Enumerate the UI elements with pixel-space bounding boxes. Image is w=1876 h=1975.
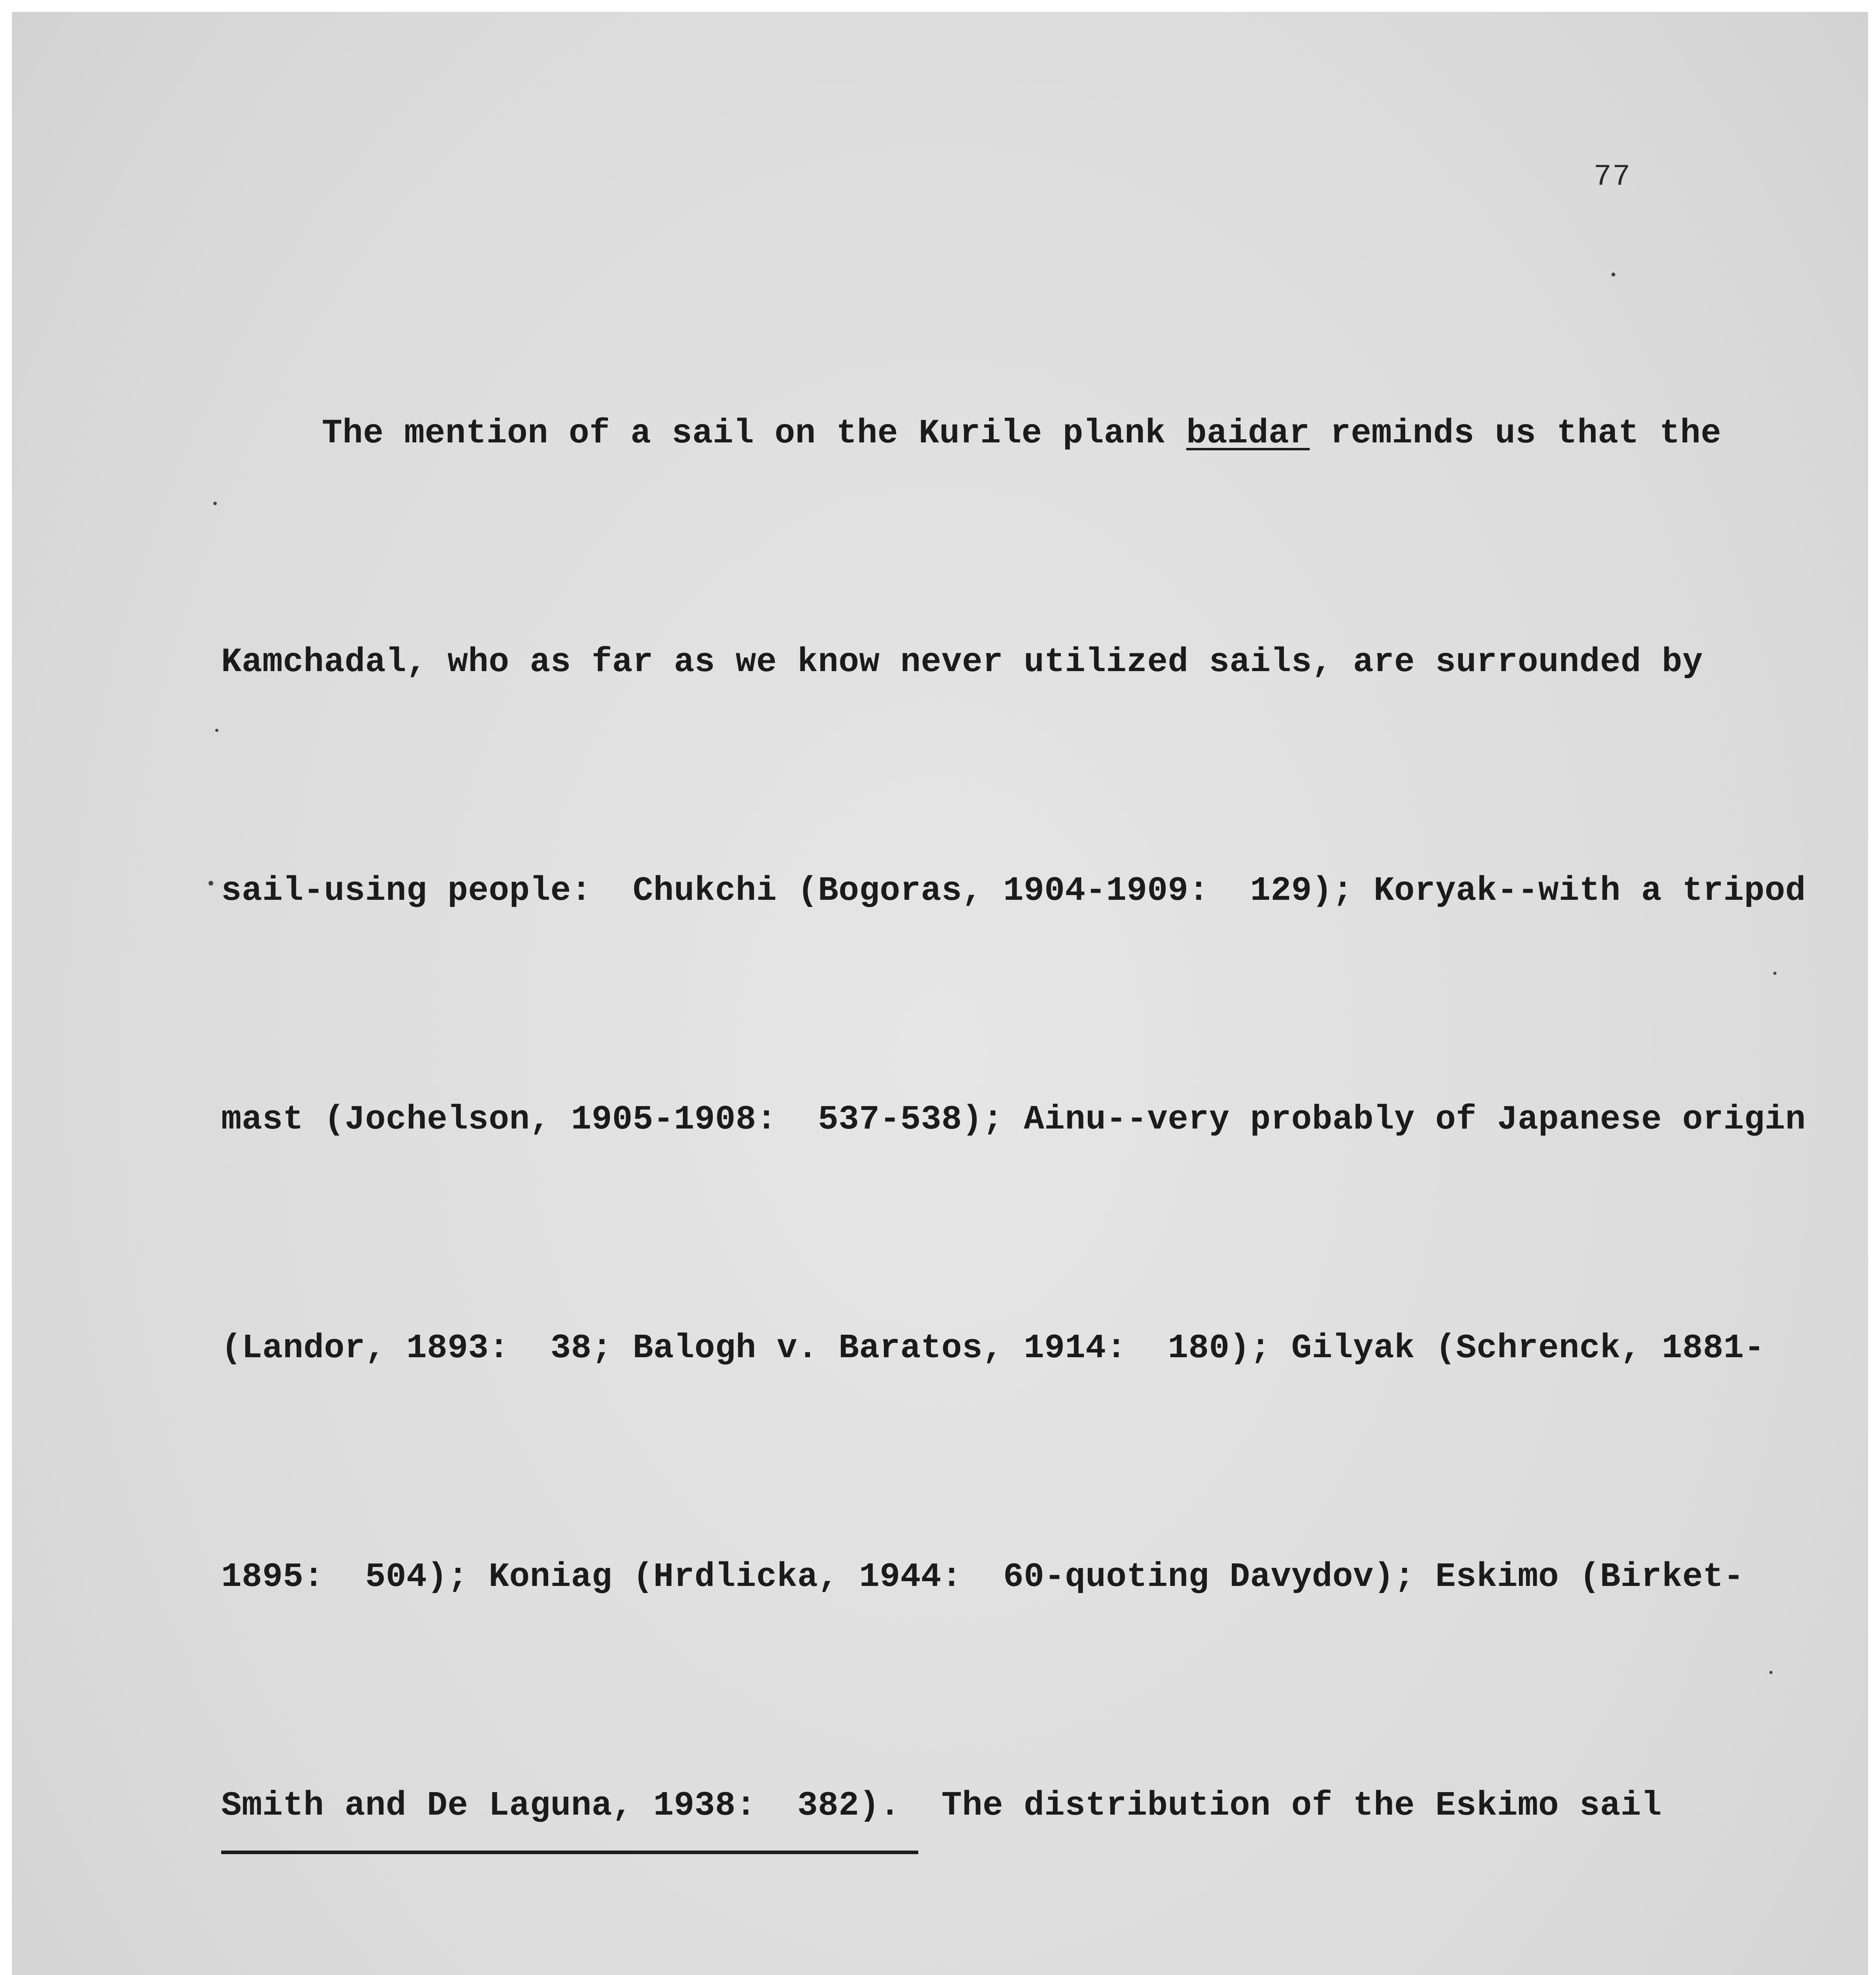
text-line: Smith and De Laguna, 1938: 382). The distribution of the Eskimo sail [221,1786,1662,1825]
text-line: The mention of a sail on the Kurile plank baidar reminds us that the [322,414,1722,453]
text-line: (Landor, 1893: 38; Balogh v. Baratos, 1914: 180); Gilyak (Schrenck, 1881- [221,1329,1765,1367]
footnote [221,1886,1811,1975]
text-line: mast (Jochelson, 1905-1908: 537-538); Ainu--very probably of Japanese origin [221,1100,1806,1139]
footnote-rule [221,1851,918,1854]
scan-speck [215,729,218,732]
scan-speck [213,502,217,505]
page-number: 77 [1593,160,1631,194]
text-line: sail-using people: Chukchi (Bogoras, 1904-1909: 129); Koryak--with a tripod [221,871,1806,910]
scan-speck [209,881,213,886]
scan-speck [1769,1671,1773,1674]
underlined-term: baidar [1186,414,1310,453]
text-line: Kamchadal, who as far as we know never utilized sails, are surrounded by [221,643,1703,681]
body-text [221,243,1806,1975]
scan-speck [1611,273,1615,276]
scan-speck [1773,972,1776,975]
text-line: 1895: 504); Koniag (Hrdlicka, 1944: 60-quoting Davydov); Eskimo (Birket- [221,1557,1744,1596]
